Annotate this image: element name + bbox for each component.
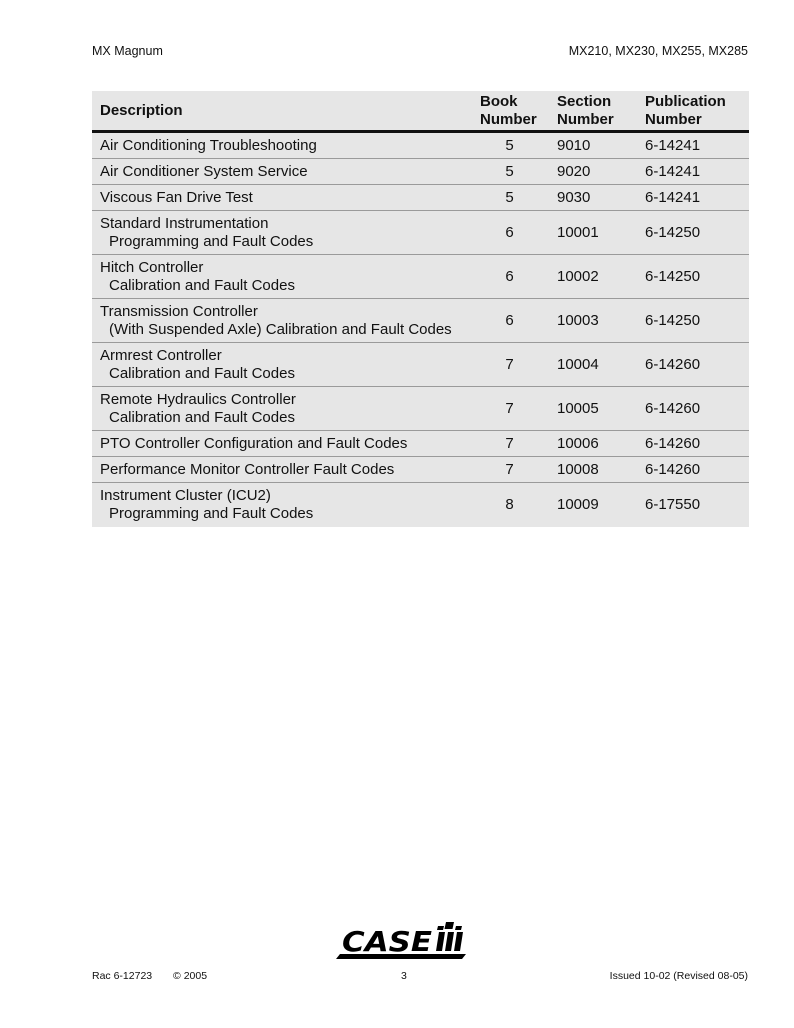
- row-book-number: 7: [505, 399, 514, 417]
- row-book-number: 8: [505, 496, 514, 513]
- logo-ih-mark: [436, 922, 463, 951]
- table-row: [92, 457, 749, 483]
- row-description: Standard Instrumentation Programming and Fault Codes: [100, 214, 314, 250]
- row-section-number: 10001: [557, 223, 599, 241]
- row-description: Viscous Fan Drive Test: [100, 188, 253, 206]
- footer-doc-number: Rac 6-12723: [92, 970, 153, 982]
- footer-copyright: © 2005: [173, 970, 208, 982]
- row-book-number: 6: [505, 223, 514, 241]
- row-publication-number: 6-14260: [645, 434, 701, 452]
- table-row: [92, 483, 749, 527]
- footer-left: [92, 970, 225, 982]
- row-section-number: 10006: [557, 434, 599, 452]
- row-description: Instrument Cluster (ICU2) Programming and Fault Codes: [100, 487, 314, 522]
- row-publication-number: 6-14241: [645, 136, 701, 154]
- row-section-number: 10004: [557, 355, 599, 373]
- table-row: [92, 431, 749, 457]
- row-description: Transmission Controller (With Suspended Axle) Calibration and Fault Codes: [100, 302, 452, 338]
- row-book-number: 6: [505, 311, 514, 329]
- column-header-publication: Publication Number: [645, 92, 726, 128]
- row-publication-number: 6-14241: [645, 162, 701, 180]
- row-description: Armrest Controller Calibration and Fault Codes: [100, 346, 295, 382]
- table-row: [92, 387, 749, 431]
- row-section-number: 10003: [557, 311, 599, 329]
- row-publication-number: 6-14250: [645, 267, 701, 285]
- row-book-number: 7: [505, 355, 514, 373]
- row-publication-number: 6-14250: [645, 223, 701, 241]
- table-row: [92, 159, 749, 185]
- column-header-description: Description: [100, 101, 183, 119]
- row-description: Air Conditioner System Service: [100, 162, 308, 180]
- table-row: [92, 343, 749, 387]
- row-description: Hitch Controller Calibration and Fault Codes: [100, 258, 295, 294]
- logo-case-text: CASE: [342, 925, 432, 958]
- row-description: Remote Hydraulics Controller Calibration and Fault Codes: [100, 390, 296, 426]
- page-number: 3: [401, 970, 407, 982]
- row-publication-number: 6-14260: [645, 399, 701, 417]
- row-book-number: 5: [505, 136, 514, 154]
- row-book-number: 5: [505, 188, 514, 206]
- row-section-number: 10009: [557, 496, 599, 513]
- row-publication-number: 6-17550: [645, 496, 701, 513]
- row-section-number: 9020: [557, 162, 591, 180]
- column-header-book: Book Number: [480, 92, 537, 128]
- row-book-number: 7: [505, 460, 514, 478]
- table-row: [92, 299, 749, 343]
- row-section-number: 10008: [557, 460, 599, 478]
- row-publication-number: 6-14260: [645, 460, 701, 478]
- column-header-section: Section Number: [557, 92, 614, 128]
- row-description: Air Conditioning Troubleshooting: [100, 136, 317, 154]
- publication-table: [92, 91, 749, 527]
- footer-issued: Issued 10-02 (Revised 08-05): [609, 970, 748, 982]
- row-publication-number: 6-14241: [645, 188, 701, 206]
- row-section-number: 10002: [557, 267, 599, 285]
- row-description: Performance Monitor Controller Fault Codes: [100, 460, 395, 478]
- row-section-number: 9030: [557, 188, 591, 206]
- table-row: [92, 185, 749, 211]
- table-row: [92, 255, 749, 299]
- table-header-row: [92, 91, 749, 133]
- table-row: [92, 133, 749, 159]
- row-section-number: 9010: [557, 136, 591, 154]
- table-row: [92, 211, 749, 255]
- case-ih-logo: [334, 918, 474, 960]
- row-book-number: 6: [505, 267, 514, 285]
- row-publication-number: 6-14260: [645, 355, 701, 373]
- row-book-number: 7: [505, 434, 514, 452]
- running-header-models: MX210, MX230, MX255, MX285: [568, 44, 748, 58]
- row-book-number: 5: [505, 162, 514, 180]
- running-header-title: MX Magnum: [92, 44, 163, 58]
- row-description: PTO Controller Configuration and Fault Codes: [100, 434, 408, 452]
- row-publication-number: 6-14250: [645, 311, 701, 329]
- row-section-number: 10005: [557, 399, 599, 417]
